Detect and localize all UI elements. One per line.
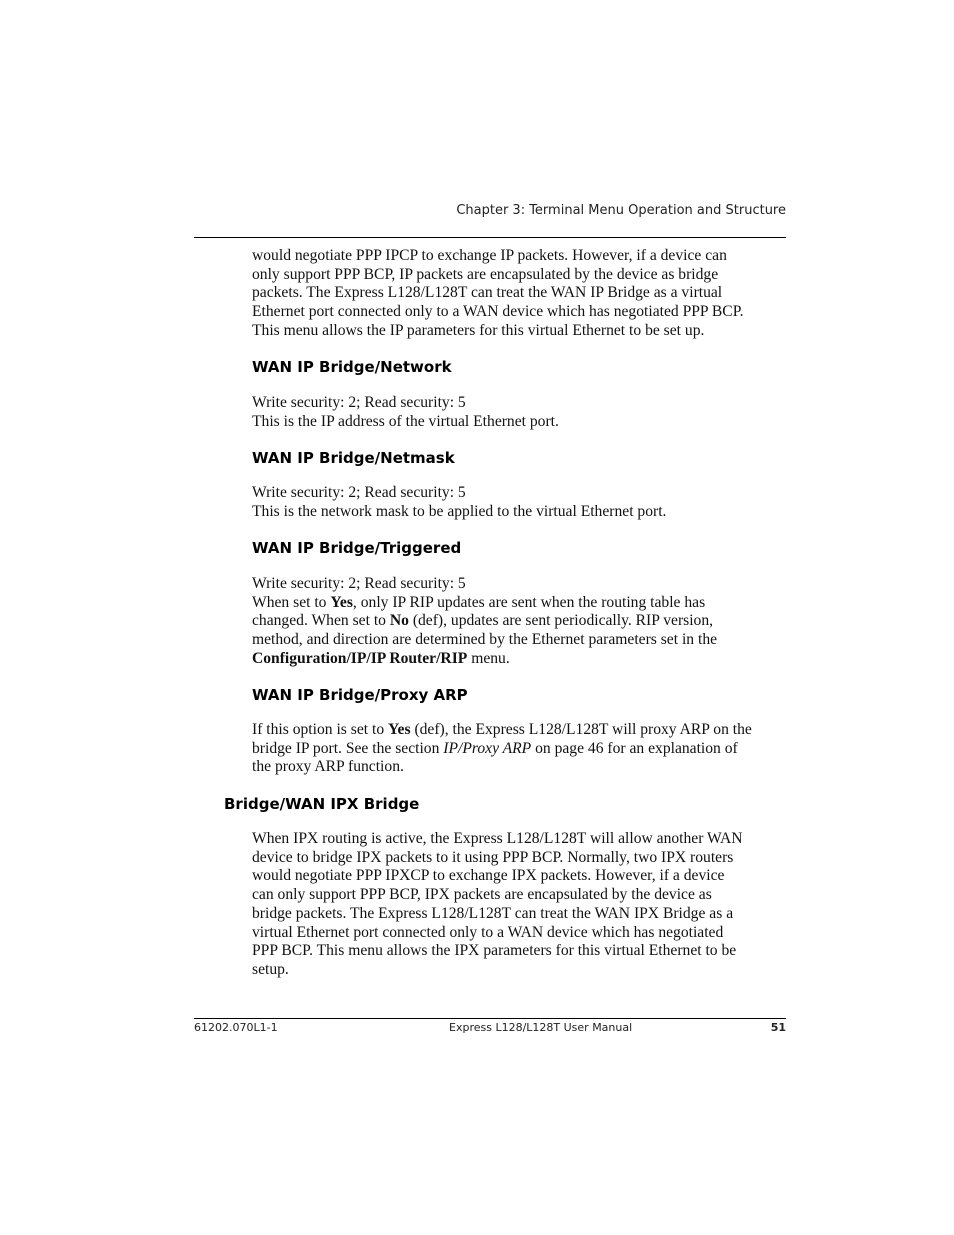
security-line: Write security: 2; Read security: 5 bbox=[252, 394, 466, 411]
text-run: (def), updates are sent periodically. RIP version, bbox=[408, 612, 714, 630]
proxy-arp-line-2 bbox=[252, 740, 786, 759]
triggered-line-4 bbox=[252, 650, 786, 669]
footer-manual-title: Express L128/L128T User Manual bbox=[449, 1021, 633, 1034]
ipx-line: can only support PPP BCP, IPX packets are encapsulated by the device as bbox=[252, 886, 712, 904]
footer-page-number: 51 bbox=[770, 1021, 786, 1034]
intro-line: only support PPP BCP, IP packets are encapsulated by the device as bridge bbox=[252, 265, 719, 283]
intro-line: would negotiate PPP IPCP to exchange IP packets. However, if a device can bbox=[252, 247, 727, 264]
text-run: When set to bbox=[252, 593, 331, 611]
triggered-line-3: method, and direction are determined by the Ethernet parameters set in the bbox=[252, 631, 718, 649]
cross-reference: IP/Proxy ARP bbox=[443, 739, 532, 757]
footer-doc-number: 61202.070L1-1 bbox=[194, 1021, 278, 1034]
triggered-line-2 bbox=[252, 612, 786, 631]
text-run: If this option is set to bbox=[252, 721, 389, 738]
ipx-line: bridge packets. The Express L128/L128T can treat the WAN IPX Bridge as a bbox=[252, 904, 734, 922]
bold-term: No bbox=[389, 612, 409, 630]
text-run: (def), the Express L128/L128T will proxy ARP on the bbox=[410, 721, 752, 738]
section-heading-network: WAN IP Bridge/Network bbox=[252, 358, 452, 376]
section-heading-ipx-bridge: Bridge/WAN IPX Bridge bbox=[224, 795, 420, 813]
chapter-header: Chapter 3: Terminal Menu Operation and Structure bbox=[456, 203, 786, 218]
footer-rule bbox=[194, 1018, 786, 1019]
section-heading-proxy-arp: WAN IP Bridge/Proxy ARP bbox=[252, 686, 468, 704]
section-heading-triggered: WAN IP Bridge/Triggered bbox=[252, 539, 462, 557]
description-line: This is the network mask to be applied to the virtual Ethernet port. bbox=[252, 502, 667, 520]
ipx-bridge-paragraph bbox=[252, 830, 786, 980]
intro-line: This menu allows the IP parameters for this virtual Ethernet to be set up. bbox=[252, 321, 705, 339]
security-line: Write security: 2; Read security: 5 bbox=[252, 484, 466, 501]
text-run: menu. bbox=[467, 649, 510, 667]
intro-line: Ethernet port connected only to a WAN device which has negotiated PPP BCP. bbox=[252, 303, 744, 321]
bold-term: Yes bbox=[388, 721, 411, 738]
text-run: changed. When set to bbox=[252, 612, 390, 630]
ipx-line: would negotiate PPP IPXCP to exchange IPX packets. However, if a device bbox=[252, 867, 725, 885]
ipx-line: device to bridge IPX packets to it using PPP BCP. Normally, two IPX routers bbox=[252, 848, 734, 866]
triggered-line-1 bbox=[252, 594, 786, 613]
intro-line: packets. The Express L128/L128T can treat the WAN IP Bridge as a virtual bbox=[252, 284, 723, 302]
netmask-paragraph bbox=[252, 484, 786, 521]
proxy-arp-line-1 bbox=[252, 721, 786, 740]
intro-paragraph bbox=[252, 247, 786, 341]
network-paragraph bbox=[252, 394, 786, 431]
header-rule bbox=[194, 237, 786, 238]
triggered-paragraph bbox=[252, 575, 786, 669]
proxy-arp-paragraph bbox=[252, 721, 786, 777]
text-run: bridge IP port. See the section bbox=[252, 739, 444, 757]
bold-menu-path: Configuration/IP/IP Router/RIP bbox=[252, 649, 468, 667]
ipx-line: setup. bbox=[252, 960, 289, 978]
ipx-line: virtual Ethernet port connected only to a WAN device which has negotiated bbox=[252, 923, 724, 941]
section-heading-netmask: WAN IP Bridge/Netmask bbox=[252, 449, 455, 467]
text-run: on page 46 for an explanation of bbox=[531, 739, 738, 757]
security-line: Write security: 2; Read security: 5 bbox=[252, 575, 466, 592]
ipx-line: PPP BCP. This menu allows the IPX parameters for this virtual Ethernet to be bbox=[252, 942, 737, 960]
bold-term: Yes bbox=[330, 593, 353, 611]
text-run: , only IP RIP updates are sent when the routing table has bbox=[352, 593, 706, 611]
ipx-line: When IPX routing is active, the Express L128/L128T will allow another WAN bbox=[252, 830, 743, 847]
description-line: This is the IP address of the virtual Ethernet port. bbox=[252, 412, 559, 430]
proxy-arp-line-3: the proxy ARP function. bbox=[252, 758, 404, 776]
